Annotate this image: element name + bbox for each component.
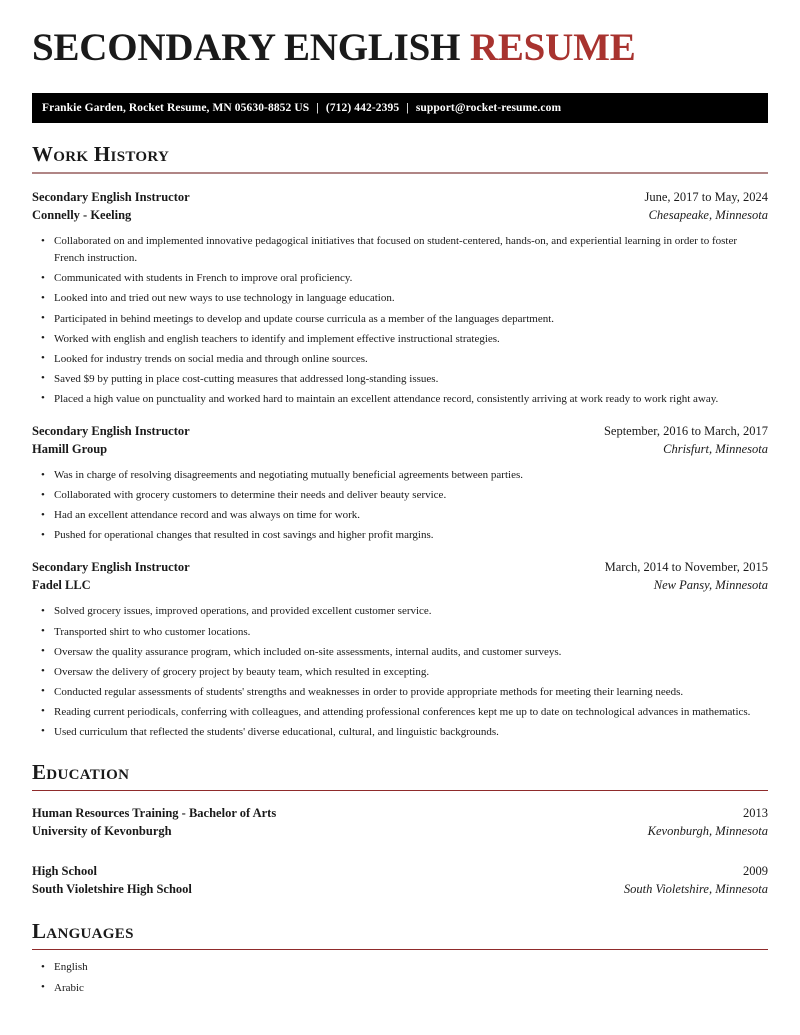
work-entry-org-row [32, 206, 768, 224]
contact-email[interactable]: support@rocket-resume.com [415, 102, 562, 114]
work-entry-bullets [32, 467, 768, 544]
section-divider-languages [32, 949, 768, 950]
bullet-item: • Collaborated with grocery customers to determine their needs and deliver beauty service. [32, 487, 768, 504]
work-entry-date: September, 2016 to March, 2017 [603, 423, 768, 438]
list-item: • Arabic [32, 980, 768, 997]
work-entry-title: Secondary English Instructor [32, 190, 190, 205]
work-entry-org-row [32, 440, 768, 458]
education-entry [32, 804, 768, 840]
bullet-item: • Looked for industry trends on social media and through online sources. [32, 351, 768, 368]
list-item: • English [32, 959, 768, 976]
section-work-history [32, 143, 768, 741]
section-heading-work-history: Work History [32, 142, 170, 166]
bullet-item: • Placed a high value on punctuality and worked hard to maintain an excellent attendance record, consistently arriving at work ready to work right away. [32, 391, 768, 408]
education-entry-date: 2013 [743, 805, 768, 820]
work-entry-header-row [32, 558, 768, 576]
contact-text [42, 102, 561, 114]
contact-bar [32, 93, 768, 123]
work-entry-organization: Connelly - Keeling [32, 208, 132, 223]
education-entry-location: Kevonburgh, Minnesota [647, 824, 768, 838]
work-entry-bullets [32, 603, 768, 740]
work-entry [32, 422, 768, 544]
education-entry-header-row [32, 862, 768, 880]
work-entry-title: Secondary English Instructor [32, 423, 190, 438]
contact-separator-2: | [406, 102, 409, 114]
bullet-item: • Conducted regular assessments of students' strengths and weaknesses in order to provide appropriate methods for meeting their learning needs. [32, 684, 768, 701]
bullet-item: • Solved grocery issues, improved operations, and provided excellent customer service. [32, 603, 768, 620]
bullet-item: • Collaborated on and implemented innovative pedagogical initiatives that focused on student-centered, hands-on, and experiential learning in order to foster French instruction. [32, 233, 768, 267]
bullet-item: • Transported shirt to who customer locations. [32, 624, 768, 641]
work-entry-date: June, 2017 to May, 2024 [644, 190, 768, 205]
education-entry-org-row [32, 880, 768, 898]
bullet-item: • Saved $9 by putting in place cost-cutting measures that addressed long-standing issues. [32, 371, 768, 388]
page-title [32, 0, 768, 67]
work-entry-date: March, 2014 to November, 2015 [604, 560, 768, 575]
section-divider-education [32, 790, 768, 791]
bullet-item: • Participated in behind meetings to develop and update course curricula as a member of the languages department. [32, 311, 768, 328]
section-divider-work-history [32, 172, 768, 174]
bullet-item: • Reading current periodicals, conferring with colleagues, and attending professional conferences kept me up to date on technological advances in mathematics. [32, 704, 768, 721]
education-entry-date: 2009 [743, 864, 768, 879]
work-entry-org-row [32, 576, 768, 594]
bullet-item: • Used curriculum that reflected the students' diverse educational, cultural, and linguistic backgrounds. [32, 724, 768, 741]
bullet-item: • Oversaw the quality assurance program, which included on-site assessments, internal audits, and customer surveys. [32, 644, 768, 661]
bullet-item: • Pushed for operational changes that resulted in cost savings and higher profit margins. [32, 527, 768, 544]
section-heading-education: Education [32, 759, 130, 784]
bullet-item: • Oversaw the delivery of grocery project by beauty team, which resulted in excepting. [32, 664, 768, 681]
work-entry [32, 558, 768, 741]
section-languages [32, 920, 768, 996]
education-entry-title: Human Resources Training - Bachelor of Arts [32, 805, 277, 820]
bullet-item: • Looked into and tried out new ways to use technology in language education. [32, 290, 768, 307]
page-title-main: SECONDARY ENGLISH [32, 26, 461, 69]
work-entry-organization: Hamill Group [32, 441, 108, 456]
work-entry-title: Secondary English Instructor [32, 560, 190, 575]
work-entry-location: Chrisfurt, Minnesota [663, 441, 768, 456]
work-entry-organization: Fadel LLC [32, 578, 91, 593]
education-entry-location: South Violetshire, Minnesota [623, 882, 768, 897]
work-entry-location: New Pansy, Minnesota [653, 578, 768, 593]
work-entry-location: Chesapeake, Minnesota [648, 208, 768, 223]
contact-phone: (712) 442-2395 [325, 102, 400, 114]
bullet-item: • Communicated with students in French to improve oral proficiency. [32, 270, 768, 287]
education-entry-organization: University of Kevonburgh [32, 824, 172, 838]
education-entry-org-row [32, 822, 768, 840]
work-entry-bullets [32, 233, 768, 407]
work-entry-header-row [32, 188, 768, 206]
bullet-item: • Worked with english and english teachers to identify and implement effective instructional strategies. [32, 331, 768, 348]
contact-name-address: Frankie Garden, Rocket Resume, MN 05630-8852 US [42, 102, 310, 114]
languages-list [32, 959, 768, 996]
section-heading-languages: Languages [32, 919, 134, 944]
education-entry-header-row [32, 804, 768, 822]
bullet-item: • Had an excellent attendance record and was always on time for work. [32, 507, 768, 524]
page-title-accent: RESUME [469, 26, 636, 69]
education-entry-organization: South Violetshire High School [32, 882, 192, 897]
work-entry [32, 188, 768, 408]
bullet-item: • Was in charge of resolving disagreements and negotiating mutually beneficial agreements between parties. [32, 467, 768, 484]
education-entry [32, 862, 768, 898]
contact-separator-1: | [316, 102, 319, 114]
section-education [32, 761, 768, 899]
education-entry-title: High School [32, 864, 97, 879]
work-entry-header-row [32, 422, 768, 440]
